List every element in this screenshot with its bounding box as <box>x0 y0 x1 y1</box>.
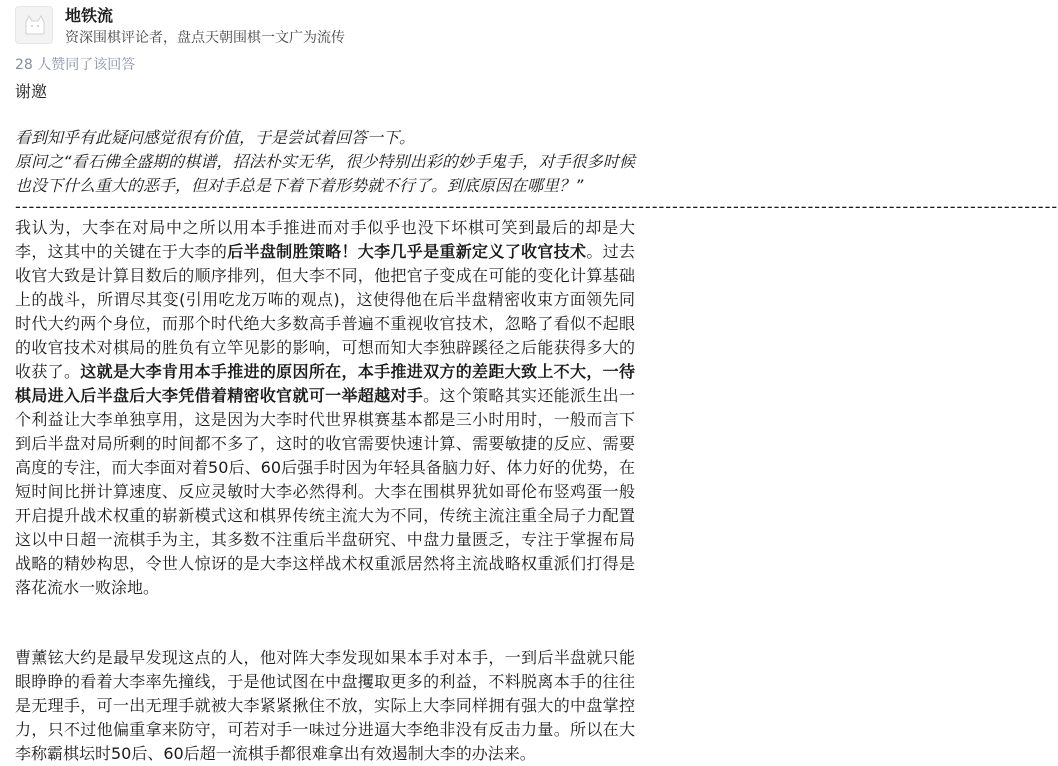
cat-avatar-icon <box>22 13 48 39</box>
p1-text-2: 。过去收官大致是计算目数后的顺序排列，但大李不同，他把官子变成在可能的变化计算基础上的战斗，所谓尽其变(引用吃龙万咘的观点)，这使得他在后半盘精密收束方面领先同时代大约两个身位，而那个时代绝大多数高手普遍不重视收官技术，忽略了看似不起眼的收官技术对棋局的胜负有立竿见影的影响，可想而知大李独辟蹊径之后能获得多大的收获了。 <box>15 242 635 381</box>
paragraph-2: 曹薰铉大约是最早发现这点的人，他对阵大李发现如果本手对本手，一到后半盘就只能眼睁睁的看着大李率先撞线，于是他试图在中盘攫取更多的利益，不料脱离本手的往往是无理手，可一出无理手就被大李紧紧揪住不放，实际上大李同样拥有强大的中盘掌控力，只不过他偏重拿来防守，可若对手一味过分进逼大李绝非没有反击力量。所以在大李称霸棋坛时50后、60后超一流棋手都很难拿出有效遏制大李的办法来。 <box>15 648 635 763</box>
author-avatar[interactable] <box>15 6 53 44</box>
p1-text-1: 我认为，大李在对局中之所以用本手推进而对手似乎也没下坏棋可笑到最后的却是大李，这其中的关键在于大李的 <box>15 218 635 261</box>
author-header <box>15 6 635 48</box>
answer-content <box>15 80 1058 766</box>
paragraph-1 <box>15 216 635 600</box>
separator-line: ---------------------------------------------------------------------------------------------------------------------------------------------------------- <box>15 197 1058 216</box>
author-bio: 资深围棋评论者，盘点天朝围棋一文广为流传 <box>65 30 345 46</box>
vote-count[interactable]: 28 人赞同了该回答 <box>15 57 136 73</box>
p1-text-3: 。这个策略其实还能派生出一个利益让大李单独享用，这是因为大李时代世界棋赛基本都是三小时用时，一般而言下到后半盘对局所剩的时间都不多了，这时的收官需要快速计算、需要敏捷的反应、需要高度的专注，而大李面对着50后、60后强手时因为年轻具备脑力好、体力好的优势，在短时间比拼计算速度、反应灵敏时大李必然得利。大李在围棋界犹如哥伦布竖鸡蛋一般开启提升战术权重的崭新模式这和棋界传统主流大为不同，传统主流注重全局子力配置这以中日超一流棋手为主，其多数不注重后半盘研究、中盘力量匮乏，专注于掌握布局战略的精妙构思，令世人惊讶的是大李这样战术权重派居然将主流战略权重派们打得是落花流水一败涂地。 <box>15 386 635 597</box>
p1-bold-1: 后半盘制胜策略！大李几乎是重新定义了收官技术 <box>227 242 587 261</box>
question-quote: 原问之“看石佛全盛期的棋谱，招法朴实无华，很少特别出彩的妙手鬼手，对手很多时候也没下什么重大的恶手，但对手总是下着下着形势就不行了。到底原因在哪里？” <box>15 152 635 195</box>
p1-bold-2: 这就是大李肯用本手推进的原因所在，本手推进双方的差距大致上不大，一待棋局进入后半盘后大李凭借着精密收官就可一举超越对手 <box>15 362 635 405</box>
author-name[interactable]: 地铁流 <box>65 6 114 25</box>
intro-text: 看到知乎有此疑问感觉很有价值，于是尝试着回答一下。 <box>15 128 416 147</box>
greeting: 谢邀 <box>15 82 48 101</box>
